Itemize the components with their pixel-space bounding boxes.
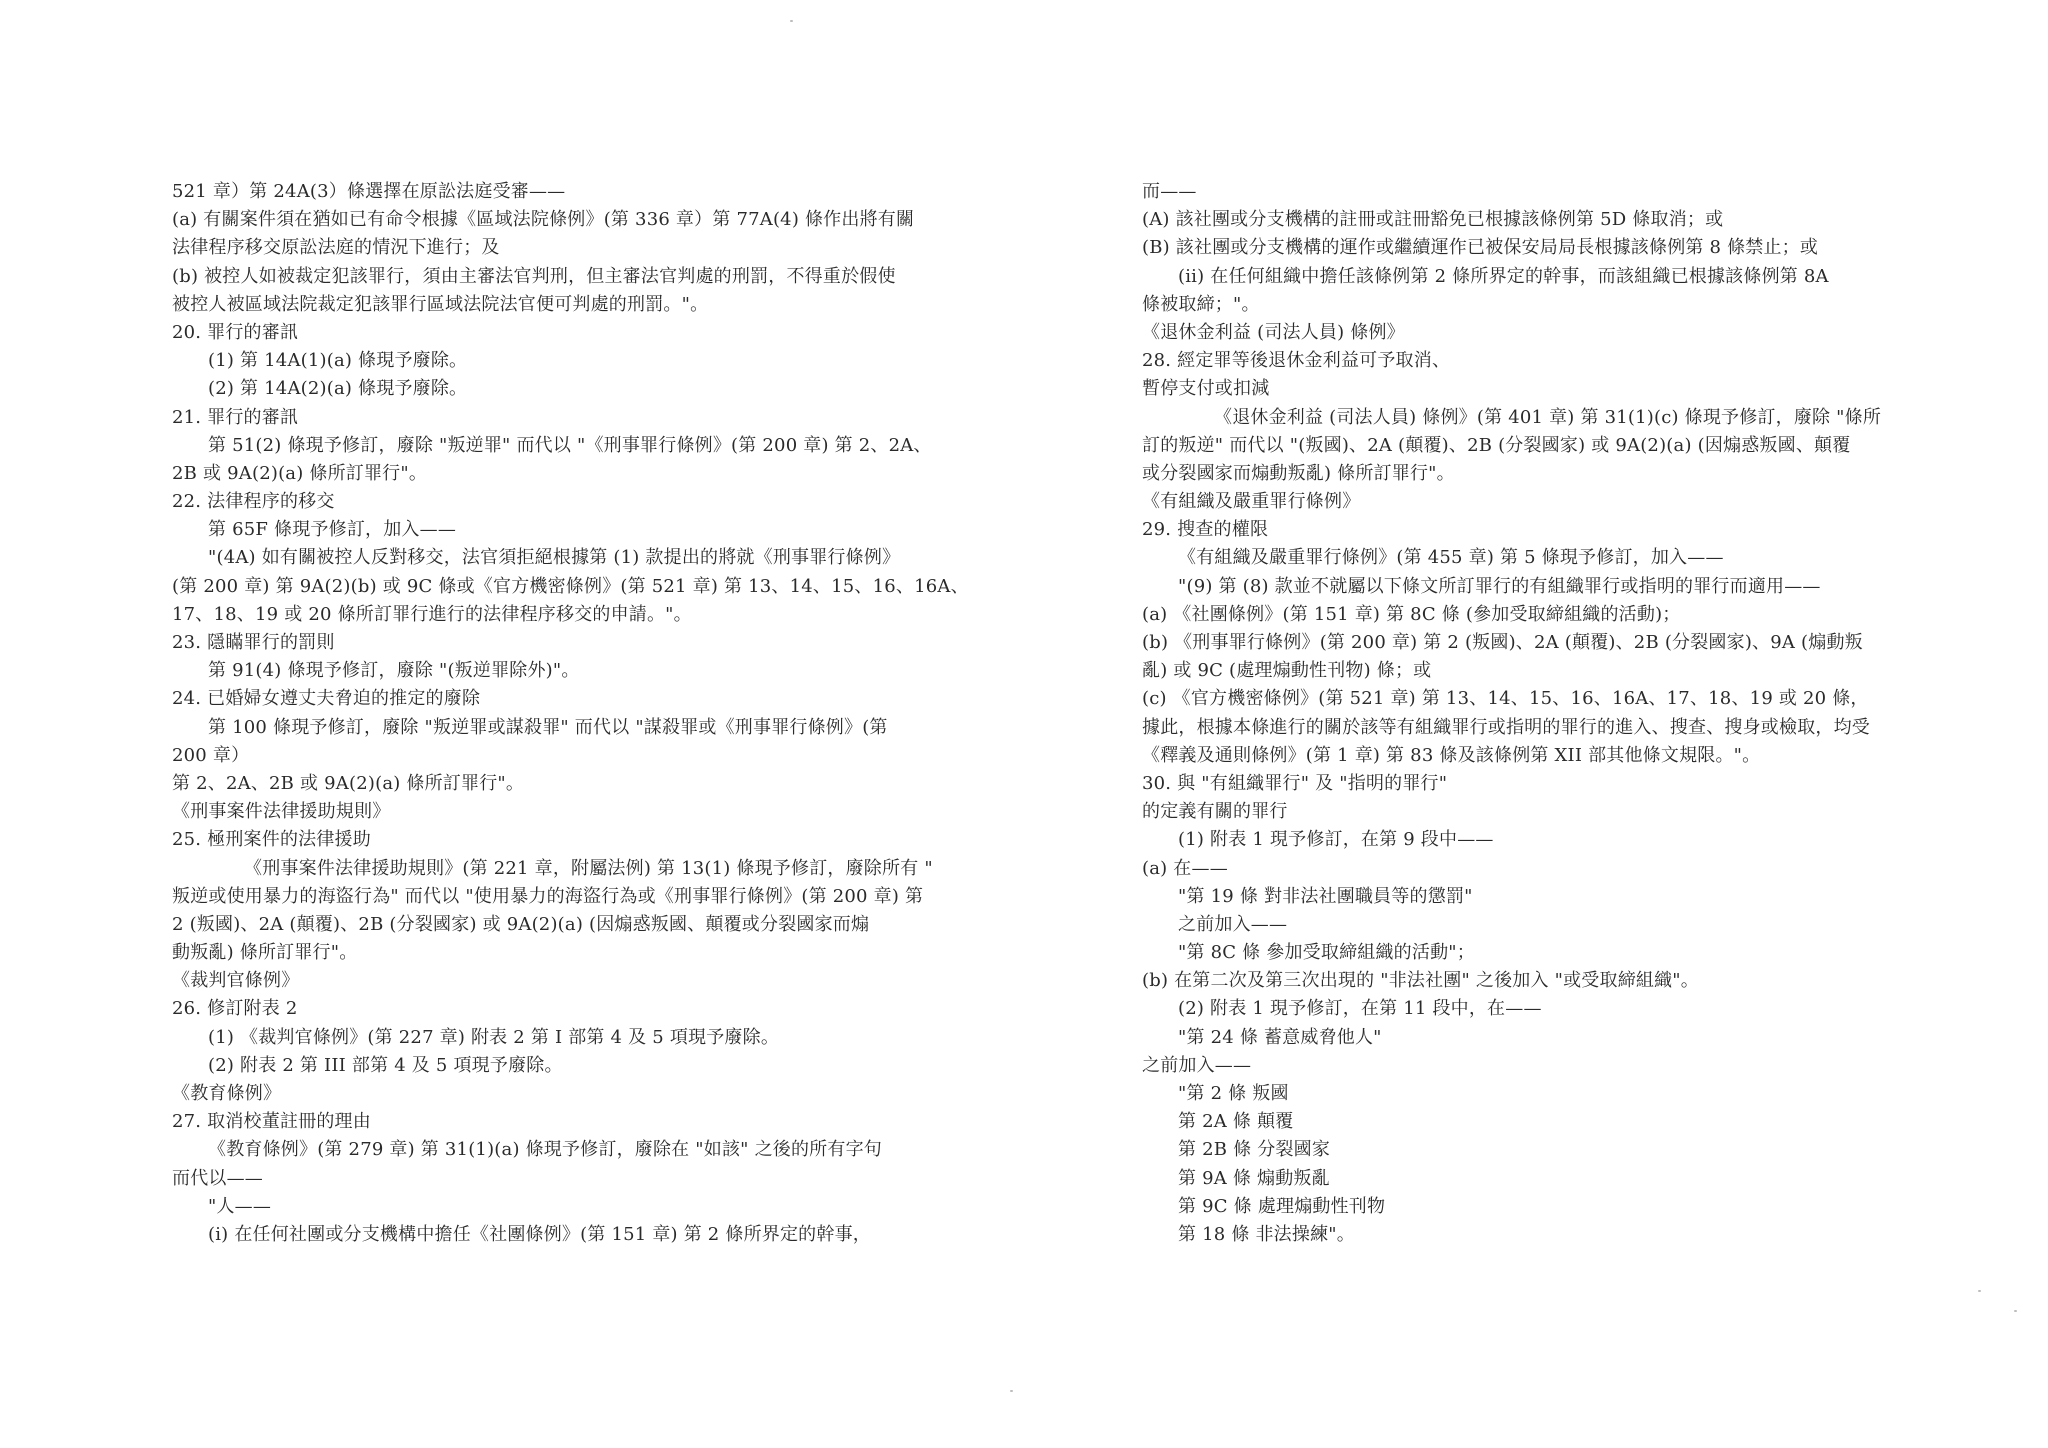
- text-line: 第 65F 條現予修訂，加入——: [208, 519, 457, 541]
- text-line: (a) 《社團條例》(第 151 章) 第 8C 條 (參加受取締組織的活動)；: [1142, 603, 1681, 625]
- text-line: (2) 第 14A(2)(a) 條現予廢除。: [208, 378, 468, 400]
- text-line: "第 2 條 叛國: [1178, 1083, 1289, 1104]
- text-line: 26. 修訂附表 2: [172, 998, 298, 1020]
- text-line: "(9) 第 (8) 款並不就屬以下條文所訂罪行的有組織罪行或指明的罪行而適用——: [1178, 575, 1821, 597]
- text-line: 被控人被區域法院裁定犯該罪行區域法院法官便可判處的刑罰。"。: [172, 293, 709, 315]
- text-line: 亂) 或 9C (處理煽動性刊物) 條；或: [1142, 660, 1432, 682]
- text-line: "第 8C 條 參加受取締組織的活動"；: [1178, 942, 1475, 964]
- text-line: "(4A) 如有關被控人反對移交，法官須拒絕根據第 (1) 款提出的將就《刑事罪行條例》: [208, 547, 901, 569]
- text-line: 第 91(4) 條現予修訂，廢除 "(叛逆罪除外)"。: [208, 660, 580, 682]
- text-line: 521 章）第 24A(3）條選擇在原訟法庭受審——: [172, 181, 566, 202]
- text-line: 第 2、2A、2B 或 9A(2)(a) 條所訂罪行"。: [172, 772, 525, 794]
- text-line: 《教育條例》: [172, 1083, 282, 1104]
- text-line: 29. 搜查的權限: [1142, 519, 1269, 541]
- text-line: (b) 被控人如被裁定犯該罪行，須由主審法官判刑，但主審法官判處的刑罰，不得重於假使: [172, 265, 896, 287]
- text-line: 24. 已婚婦女遵丈夫脅迫的推定的廢除: [172, 688, 481, 710]
- right-text-column: [1142, 178, 1894, 1249]
- text-line: 條被取締；"。: [1142, 293, 1260, 315]
- text-line: 第 18 條 非法操練"。: [1178, 1223, 1355, 1245]
- text-line: 《有組織及嚴重罪行條例》(第 455 章) 第 5 條現予修訂，加入——: [1178, 547, 1724, 569]
- text-line: 22. 法律程序的移交: [172, 491, 335, 513]
- text-line: (b) 《刑事罪行條例》(第 200 章) 第 2 (叛國)、2A (顛覆)、2B (分裂國家)、9A (煽動叛: [1142, 632, 1863, 653]
- text-line: 的定義有關的罪行: [1142, 801, 1288, 823]
- text-line: (B) 該社團或分支機構的運作或繼續運作已被保安局局長根據該條例第 8 條禁止；或: [1142, 237, 1819, 259]
- text-line: 《裁判官條例》: [172, 970, 300, 992]
- text-line: 17、18、19 或 20 條所訂罪行進行的法律程序移交的申請。"。: [172, 603, 692, 625]
- text-line: (c) 《官方機密條例》(第 521 章) 第 13、14、15、16、16A、17、18、19 或 20 條，: [1142, 688, 1869, 710]
- text-line: (第 200 章) 第 9A(2)(b) 或 9C 條或《官方機密條例》(第 521 章) 第 13、14、15、16、16A、: [172, 575, 969, 597]
- text-line: 訂的叛逆" 而代以 "(叛國)、2A (顛覆)、2B (分裂國家) 或 9A(2)(a) (因煽惑叛國、顛覆: [1142, 434, 1851, 456]
- text-line: 第 9C 條 處理煽動性刊物: [1178, 1195, 1386, 1217]
- text-line: "第 24 條 蓄意威脅他人": [1178, 1026, 1382, 1048]
- text-line: 2B 或 9A(2)(a) 條所訂罪行"。: [172, 462, 428, 484]
- text-line: (b) 在第二次及第三次出現的 "非法社團" 之後加入 "或受取締組織"。: [1142, 970, 1699, 992]
- text-line: (2) 附表 2 第 III 部第 4 及 5 項現予廢除。: [208, 1054, 563, 1076]
- text-line: 動叛亂) 條所訂罪行"。: [172, 942, 358, 964]
- text-line: 第 51(2) 條現予修訂，廢除 "叛逆罪" 而代以 "《刑事罪行條例》(第 200 章) 第 2、2A、: [208, 434, 932, 456]
- scan-speck: [790, 20, 793, 22]
- text-line: 《教育條例》(第 279 章) 第 31(1)(a) 條現予修訂，廢除在 "如該" 之後的所有字句: [208, 1139, 882, 1161]
- text-line: 暫停支付或扣減: [1142, 378, 1270, 400]
- text-line: 第 100 條現予修訂，廢除 "叛逆罪或謀殺罪" 而代以 "謀殺罪或《刑事罪行條例》(第: [208, 716, 888, 738]
- left-text-column: [172, 178, 969, 1249]
- text-line: "第 19 條 對非法社團職員等的懲罰": [1178, 885, 1473, 907]
- text-line: 第 2B 條 分裂國家: [1178, 1139, 1331, 1161]
- text-line: 《刑事案件法律援助規則》: [172, 801, 391, 823]
- text-line: 《有組織及嚴重罪行條例》: [1142, 491, 1361, 513]
- text-line: (1) 《裁判官條例》(第 227 章) 附表 2 第 I 部第 4 及 5 項現予廢除。: [208, 1026, 780, 1048]
- text-line: (i) 在任何社團或分支機構中擔任《社團條例》(第 151 章) 第 2 條所界定的幹事，: [208, 1223, 871, 1245]
- text-line: (1) 第 14A(1)(a) 條現予廢除。: [208, 350, 468, 372]
- text-line: (a) 在——: [1142, 857, 1228, 879]
- text-line: "人——: [208, 1195, 272, 1217]
- text-line: 2 (叛國)、2A (顛覆)、2B (分裂國家) 或 9A(2)(a) (因煽惑叛國、顛覆或分裂國家而煽: [172, 913, 870, 935]
- text-line: 而代以——: [172, 1167, 263, 1189]
- scan-speck: [2014, 1310, 2017, 1312]
- text-line: (ii) 在任何組織中擔任該條例第 2 條所界定的幹事，而該組織已根據該條例第 8A: [1178, 265, 1829, 287]
- text-line: (A) 該社團或分支機構的註冊或註冊豁免已根據該條例第 5D 條取消；或: [1142, 209, 1724, 231]
- text-line: 而——: [1142, 181, 1197, 202]
- text-line: (a) 有關案件須在猶如已有命令根據《區域法院條例》(第 336 章）第 77A(4) 條作出將有關: [172, 209, 915, 231]
- text-line: 200 章）: [172, 744, 250, 766]
- text-line: 叛逆或使用暴力的海盜行為" 而代以 "使用暴力的海盜行為或《刑事罪行條例》(第 200 章) 第: [172, 885, 924, 907]
- text-line: 《釋義及通則條例》(第 1 章) 第 83 條及該條例第 XII 部其他條文規限。"。: [1142, 744, 1761, 766]
- text-line: 之前加入——: [1178, 913, 1288, 935]
- text-line: 27. 取消校董註冊的理由: [172, 1111, 371, 1133]
- text-line: 第 9A 條 煽動叛亂: [1178, 1167, 1330, 1189]
- text-line: 23. 隱瞞罪行的罰則: [172, 632, 335, 653]
- text-line: (1) 附表 1 現予修訂，在第 9 段中——: [1178, 829, 1494, 851]
- text-line: 25. 極刑案件的法律援助: [172, 829, 371, 851]
- scan-speck: [1978, 1290, 1981, 1292]
- text-line: 《退休金利益 (司法人員) 條例》(第 401 章) 第 31(1)(c) 條現予修訂，廢除 "條所: [1214, 406, 1882, 428]
- text-line: 20. 罪行的審訊: [172, 321, 299, 343]
- text-line: 之前加入——: [1142, 1054, 1252, 1076]
- text-line: 法律程序移交原訟法庭的情況下進行；及: [172, 237, 500, 259]
- text-line: 或分裂國家而煽動叛亂) 條所訂罪行"。: [1142, 462, 1455, 484]
- scan-speck: [1010, 1390, 1013, 1392]
- text-line: 《退休金利益 (司法人員) 條例》: [1142, 321, 1405, 343]
- text-line: 《刑事案件法律援助規則》(第 221 章，附屬法例) 第 13(1) 條現予修訂，廢除所有 ": [244, 857, 933, 879]
- text-line: 第 2A 條 顛覆: [1178, 1111, 1294, 1133]
- text-line: 據此，根據本條進行的關於該等有組織罪行或指明的罪行的進入、搜查、搜身或檢取，均受: [1142, 716, 1870, 738]
- text-line: 21. 罪行的審訊: [172, 406, 299, 428]
- text-line: (2) 附表 1 現予修訂，在第 11 段中，在——: [1178, 998, 1542, 1020]
- text-line: 30. 與 "有組織罪行" 及 "指明的罪行": [1142, 772, 1448, 794]
- text-line: 28. 經定罪等後退休金利益可予取消、: [1142, 350, 1451, 372]
